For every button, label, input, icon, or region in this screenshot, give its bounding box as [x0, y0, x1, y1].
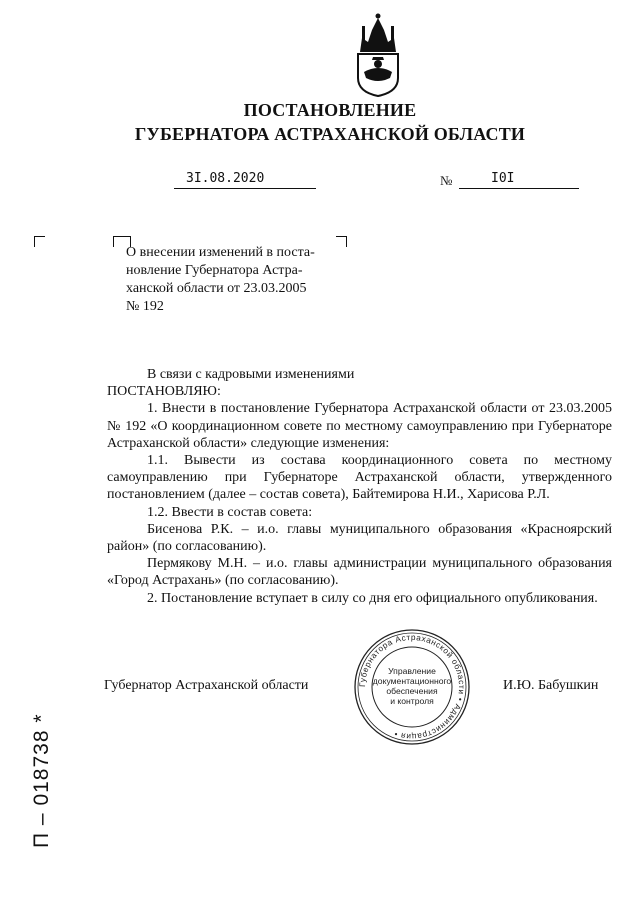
document-type-title: ПОСТАНОВЛЕНИЕ [243, 100, 417, 120]
item-1: 1. Внести в постановление Губернатора Астраханской области от 23.03.2005 № 192 «О координационном совете по местному самоуправлению при Губернаторе Астраханской области» следующие изменения: [107, 401, 612, 451]
registration-number [20, 700, 60, 850]
subject-line: новление Губернатора Астра- [126, 263, 303, 278]
corner-bracket-right [336, 236, 347, 247]
new-member-1: Бисенова Р.К. – и.о. главы муниципального образования «Красноярский район» (по согласованию). [107, 521, 612, 555]
document-subject [126, 244, 334, 316]
astrakhan-coat-of-arms-icon [350, 12, 406, 98]
number-sign: № [440, 173, 453, 188]
item-1-1: 1.1. Вывести из состава координационного совета по местному самоуправлению при Губернаторе Астраханской области, утвержденного постановлением (далее – состав совета), Байтемирова Н.И., Харисова Р.Л. [107, 453, 612, 503]
subject-line: ханской области от 23.03.2005 [126, 281, 307, 296]
item-1-2: 1.2. Ввести в состав совета: [147, 504, 313, 520]
number-underline [459, 172, 579, 189]
seal-center-text [366, 666, 458, 706]
resolve-heading: ПОСТАНОВЛЯЮ: [107, 384, 221, 400]
registration-number-text: П – 018738 * [30, 713, 53, 848]
seal-ring-text: Губернатора Астраханской области • Администрация • [357, 632, 467, 742]
seal-line: документационного [372, 676, 452, 686]
seal-line: Управление [388, 666, 436, 676]
intro-paragraph: В связи с кадровыми изменениями [147, 367, 355, 382]
document-body [107, 366, 612, 607]
seal-line: и контроля [390, 696, 434, 706]
subject-line: № 192 [126, 299, 164, 314]
item-2: 2. Постановление вступает в силу со дня его официального опубликования. [147, 590, 598, 606]
issuer-title: ГУБЕРНАТОРА АСТРАХАНСКОЙ ОБЛАСТИ [134, 124, 526, 144]
seal-line: обеспечения [386, 686, 438, 696]
document-date: 3I.08.2020 [186, 171, 265, 186]
corner-bracket-left [34, 236, 45, 247]
new-member-2: Пермякову М.Н. – и.о. главы администрации муниципального образования «Город Астрахань» (по согласованию). [107, 556, 612, 589]
document-number: I0I [491, 171, 515, 186]
subject-line: О внесении изменений в поста- [126, 245, 315, 260]
corner-bracket-inner-left [113, 236, 124, 247]
signer-position: Губернатор Астраханской области [104, 678, 309, 693]
signer-name: И.Ю. Бабушкин [503, 678, 599, 693]
